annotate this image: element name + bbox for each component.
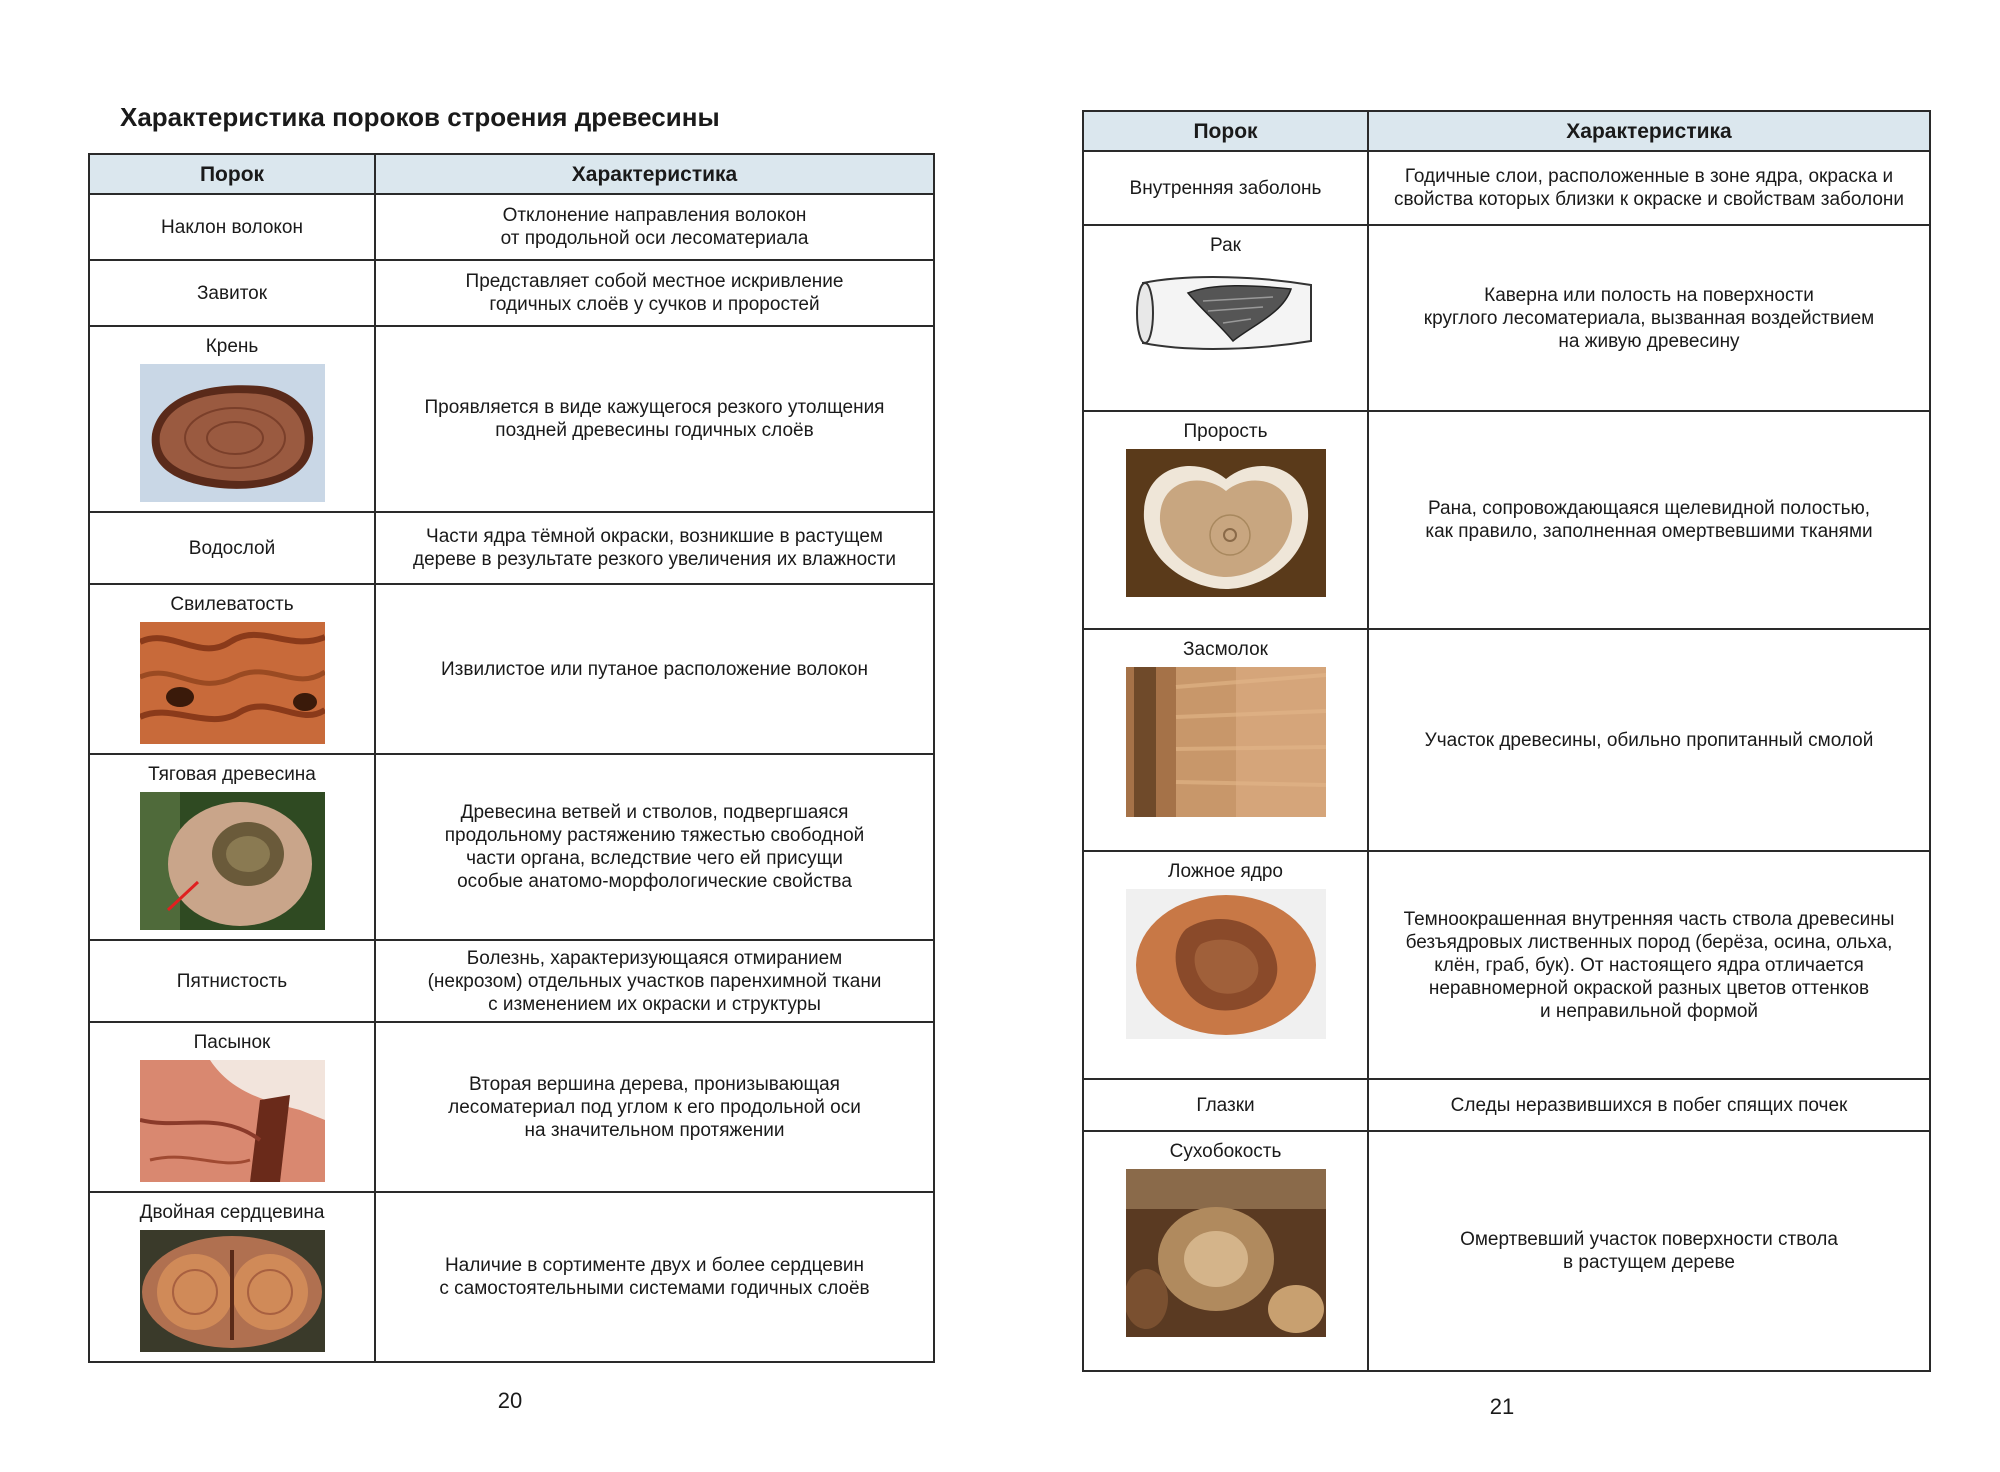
right-page-number: 21: [1489, 1394, 1515, 1419]
header-defect: Порок: [1083, 111, 1368, 151]
defect-name: Сухобокость: [1083, 1131, 1368, 1371]
defect-description: Наличие в сортименте двух и более сердцевин с самостоятельными системами годичных слоёв: [375, 1192, 934, 1362]
defect-name: Прорость: [1083, 411, 1368, 629]
kren-photo: [140, 364, 325, 502]
defect-description: Представляет собой местное искривление годичных слоёв у сучков и проростей: [375, 260, 934, 326]
table-row: [89, 1192, 934, 1362]
defect-name: Рак: [1083, 225, 1368, 411]
svilevatost-photo: [140, 622, 325, 744]
defect-description: Болезнь, характеризующаяся отмиранием (некрозом) отдельных участков паренхимной ткани с изменением их окраски и структуры: [375, 940, 934, 1022]
defect-description: Каверна или полость на поверхности круглого лесоматериала, вызванная воздействием на живую древесину: [1368, 225, 1930, 411]
defect-name: Крень: [89, 326, 375, 512]
defect-name: Водослой: [89, 512, 375, 584]
zasmolok-photo: [1126, 667, 1326, 817]
header-defect: Порок: [89, 154, 375, 194]
table-row: [1083, 629, 1930, 851]
defect-name: Внутренняя заболонь: [1083, 151, 1368, 225]
table-row: [89, 754, 934, 940]
table-row: [1083, 1079, 1930, 1131]
pasynok-photo: [140, 1060, 325, 1182]
defect-name: Тяговая древесина: [89, 754, 375, 940]
table-row: [89, 194, 934, 260]
header-description: Характеристика: [1368, 111, 1930, 151]
table-row: [1083, 1131, 1930, 1371]
defect-description: Участок древесины, обильно пропитанный смолой: [1368, 629, 1930, 851]
defect-description: Древесина ветвей и стволов, подвергшаяся продольному растяжению тяжестью свободной части органа, вследствие чего ей присущи особые анатомо-морфологические свойства: [375, 754, 934, 940]
table-row: [1083, 151, 1930, 225]
table-row: [1083, 851, 1930, 1079]
defect-description: Омертвевший участок поверхности ствола в растущем дереве: [1368, 1131, 1930, 1371]
table-row: [1083, 411, 1930, 629]
table-row: [89, 940, 934, 1022]
defect-description: Проявляется в виде кажущегося резкого утолщения поздней древесины годичных слоёв: [375, 326, 934, 512]
table-row: [89, 326, 934, 512]
table-row: [89, 1022, 934, 1192]
left-page-number: 20: [497, 1388, 523, 1413]
defect-name: Глазки: [1083, 1079, 1368, 1131]
double-core-photo: [140, 1230, 325, 1352]
defect-description: Извилистое или путаное расположение волокон: [375, 584, 934, 754]
rak-drawing: [1133, 263, 1318, 363]
defect-description: Рана, сопровождающаяся щелевидной полостью, как правило, заполненная омертвевшими тканями: [1368, 411, 1930, 629]
defect-description: Части ядра тёмной окраски, возникшие в растущем дереве в результате резкого увеличения их влажности: [375, 512, 934, 584]
defect-name: Наклон волокон: [89, 194, 375, 260]
table-header-row: [89, 154, 934, 194]
table-row: [1083, 225, 1930, 411]
defect-name: Завиток: [89, 260, 375, 326]
false-core-photo: [1126, 889, 1326, 1039]
defect-name: Свилеватость: [89, 584, 375, 754]
tyagovaya-photo: [140, 792, 325, 930]
defect-name: Засмолок: [1083, 629, 1368, 851]
sukhobokost-photo: [1126, 1169, 1326, 1337]
defect-name: Пятнистость: [89, 940, 375, 1022]
defect-description: Следы неразвившихся в побег спящих почек: [1368, 1079, 1930, 1131]
defect-name: Двойная сердцевина: [89, 1192, 375, 1362]
defect-description: Темноокрашенная внутренняя часть ствола древесины безъядровых лиственных пород (берёза, осина, ольха, клён, граб, бук). От настоящего ядра отличается неравномерной окраской разных цветов оттенков и неправильной формой: [1368, 851, 1930, 1079]
table-row: [89, 260, 934, 326]
defect-name: Ложное ядро: [1083, 851, 1368, 1079]
defect-description: Отклонение направления волокон от продольной оси лесоматериала: [375, 194, 934, 260]
right-defects-table: [1082, 110, 1931, 1372]
left-defects-table: [88, 153, 935, 1363]
table-row: [89, 512, 934, 584]
header-description: Характеристика: [375, 154, 934, 194]
defect-description: Годичные слои, расположенные в зоне ядра, окраска и свойства которых близки к окраске и свойствам заболони: [1368, 151, 1930, 225]
table-row: [89, 584, 934, 754]
table-header-row: [1083, 111, 1930, 151]
prorost-photo: [1126, 449, 1326, 597]
defect-name: Пасынок: [89, 1022, 375, 1192]
defect-description: Вторая вершина дерева, пронизывающая лесоматериал под углом к его продольной оси на значительном протяжении: [375, 1022, 934, 1192]
left-page-title: Характеристика пороков строения древесины: [120, 102, 720, 132]
